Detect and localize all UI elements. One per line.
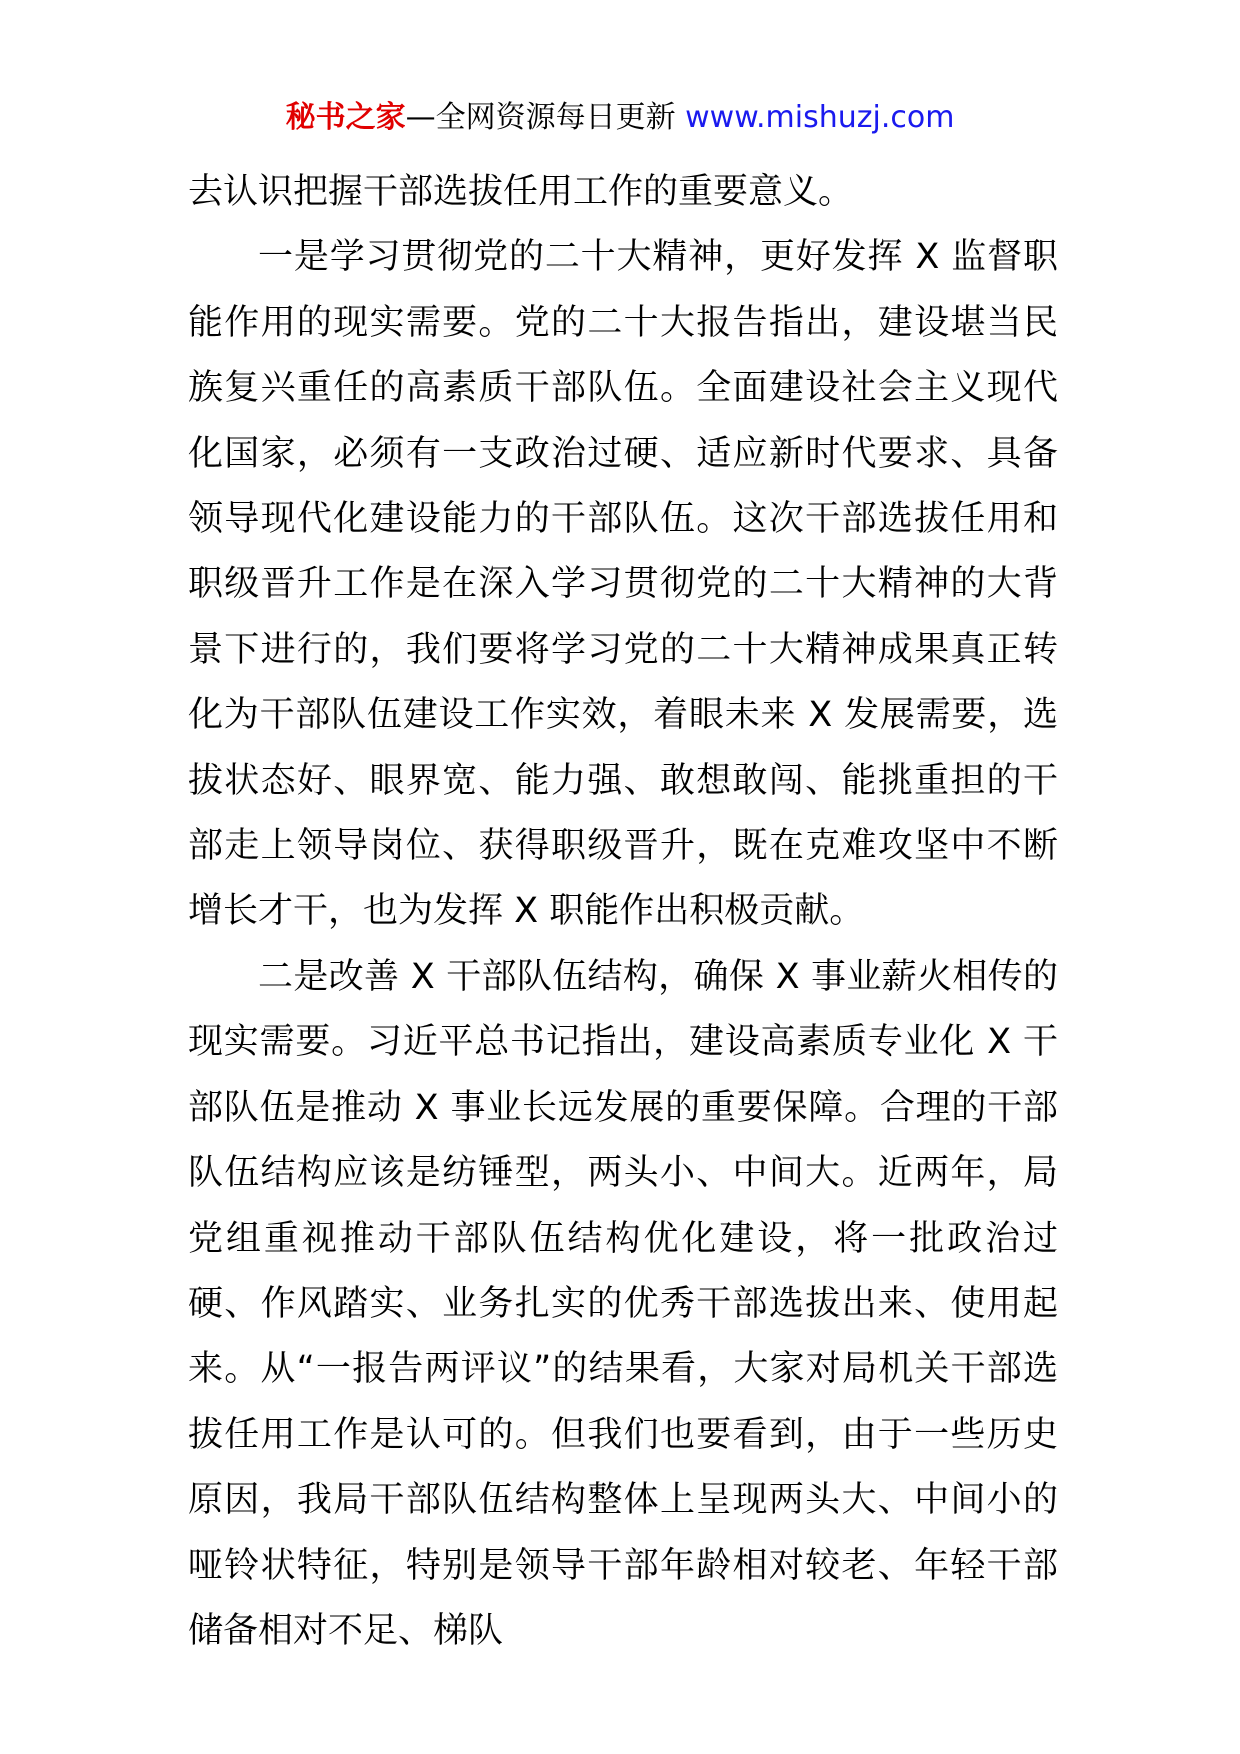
document-body [188,160,1058,1664]
paragraph-point-one: 一是学习贯彻党的二十大精神，更好发挥 X 监督职能作用的现实需要。党的二十大报告指出，建设堪当民族复兴重任的高素质干部队伍。全面建设社会主义现代化国家，必须有一支政治过硬、适应新时代要求、具备领导现代化建设能力的干部队伍。这次干部选拔任用和职级晋升工作是在深入学习贯彻党的二十大精神的大背景下进行的，我们要将学习党的二十大精神成果真正转化为干部队伍建设工作实效，着眼未来 X 发展需要，选拔状态好、眼界宽、能力强、敢想敢闯、能挑重担的干部走上领导岗位、获得职级晋升，既在克难攻坚中不断增长才干，也为发挥 X 职能作出积极贡献。 [188,237,1058,932]
paragraph-point-two: 二是改善 X 干部队伍结构，确保 X 事业薪火相传的现实需要。习近平总书记指出，建设高素质专业化 X 干部队伍是推动 X 事业长远发展的重要保障。合理的干部队伍结构应该是纺锤型，两头小、中间大。近两年，局党组重视推动干部队伍结构优化建设，将一批政治过硬、作风踏实、业务扎实的优秀干部选拔出来、使用起来。从“一报告两评议”的结果看，大家对局机关干部选拔任用工作是认可的。但我们也要看到，由于一些历史原因，我局干部队伍结构整体上呈现两头大、中间小的哑铃状特征，特别是领导干部年龄相对较老、年轻干部储备相对不足、梯队 [188,956,1058,1651]
paragraph-continuation: 去认识把握干部选拔任用工作的重要意义。 [188,172,854,212]
banner-tagline: —全网资源每日更新 [405,100,686,135]
site-banner [0,98,1240,138]
website-link[interactable]: www.mishuzj.com [685,100,955,135]
brand-name: 秘书之家 [285,100,406,135]
